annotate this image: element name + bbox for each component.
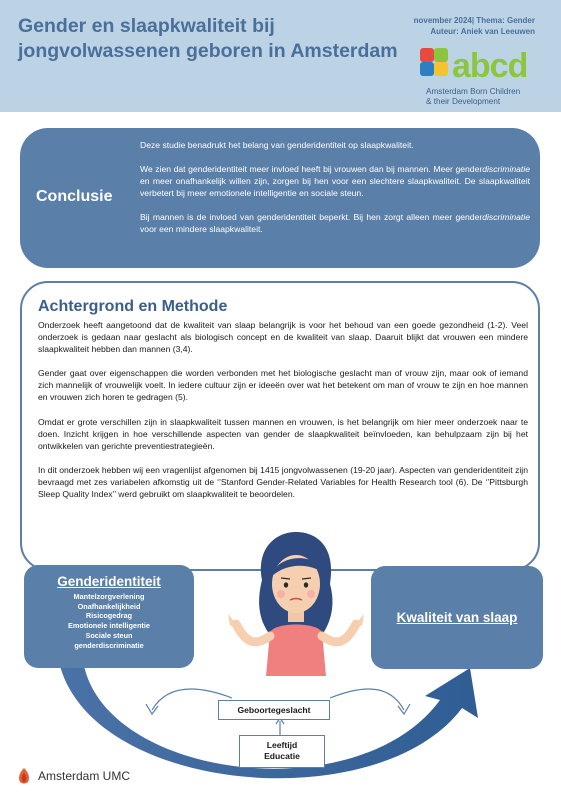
educatie-label: Educatie [264, 751, 300, 761]
date-theme: november 2024| Thema: Gender [413, 16, 535, 25]
woman-shrugging-illustration [226, 528, 366, 676]
header-banner [0, 0, 561, 112]
list-item: Onafhankelijkheid [77, 601, 141, 611]
background-p1: Onderzoek heeft aangetoond dat de kwaliteit van slaap belangrijk is voor het behoud van een goede gezondheid (1-2). Veel onderzoek is gedaan naar geslacht als biologisch concept en de kwaliteit van slaap. Daaruit blijkt dat vrouwen een mindere slaapkwaliteit hebben dan mannen (3,4). [38, 320, 528, 355]
genderidentiteit-list [24, 592, 194, 650]
umc-text: Amsterdam UMC [38, 769, 131, 783]
leeftijd-educatie-box [239, 735, 325, 768]
logo-caption: Amsterdam Born Children & their Development [426, 87, 521, 106]
conclusion-p1: Deze studie benadrukt het belang van genderidentiteit op slaapkwaliteit. [140, 140, 414, 150]
conclusion-p2: We zien dat genderidentiteit meer invloed heeft bij vrouwen dan bij mannen. Meer genderdiscriminatie en meer onafhankelijk willen zijn, zorgen bij hen voor een slechtere slaapkwaliteit. De slaapkwaliteit verbetert bij meer emotionele intelligentie en sociale steun. [140, 164, 530, 198]
background-p2: Gender gaat over eigenschappen die worden verbonden met het biologische geslacht man of vrouw zijn, maar ook of iemand zich mannelijk of vrouwelijk voelt. In iedere cultuur zijn er ideeën over wat het betekent om man of vrouw te zijn en hoe mannen en vrouwen zich horen te gedragen (5). [38, 368, 528, 403]
list-item: Risicogedrag [85, 611, 133, 621]
author: Auteur: Aniek van Leeuwen [430, 27, 535, 36]
conclusion-panel [20, 128, 540, 268]
conclusion-p3: Bij mannen is de invloed van genderidentiteit beperkt. Bij hen zorgt alleen meer genderdiscriminatie voor een mindere slaapkwaliteit. [140, 212, 530, 234]
logo-wordmark: abcd [452, 47, 528, 85]
list-item: genderdiscriminatie [74, 640, 144, 650]
abcd-logo [418, 46, 536, 86]
list-item: Emotionele intelligentie [68, 621, 150, 631]
arrow-right-curve [330, 689, 404, 710]
background-p3: Omdat er grote verschillen zijn in slaapkwaliteit tussen mannen en vrouwen, is het belangrijk om hier meer onderzoek naar te doen. Inzicht krijgen in hoe verschillende aspecten van gender de slaapkwaliteit beïnvloeden, kan behulpzaam zijn bij het ontwikkelen van gerichte preventiestrategieën. [38, 416, 528, 451]
list-item: Mantelzorgverlening [73, 592, 145, 601]
genderidentiteit-title: Genderidentiteit [57, 574, 161, 589]
slaapkwaliteit-box [371, 566, 543, 669]
page-title: Gender en slaapkwaliteit bij jongvolwassenen geboren in Amsterdam [18, 15, 398, 62]
background-title: Achtergrond en Methode [38, 298, 228, 315]
header-meta [414, 15, 535, 37]
amsterdam-umc-logo [16, 767, 130, 785]
geboortegeslacht-box: Geboortegeslacht [218, 700, 330, 720]
slaapkwaliteit-title: Kwaliteit van slaap [396, 610, 518, 625]
background-text [38, 319, 528, 512]
list-item: Sociale steun [85, 630, 133, 640]
conclusion-title: Conclusie [36, 188, 113, 205]
conclusion-text [140, 139, 530, 247]
genderidentiteit-box [24, 565, 194, 668]
umc-flame-icon [16, 767, 32, 785]
leeftijd-label: Leeftijd [266, 740, 298, 750]
background-p4: In dit onderzoek hebben wij een vragenlijst afgenomen bij 1415 jongvolwassenen (19-20 jaar). Aspecten van genderidentiteit zijn bevraagd met zes variabelen afkomstig uit de ‘’Stanford Gender-Related Variables for Health Research tool (6). De ‘’Pittsburgh Sleep Quality Index’’ werd gebruikt om slaapkwaliteit te beoordelen. [38, 464, 528, 500]
